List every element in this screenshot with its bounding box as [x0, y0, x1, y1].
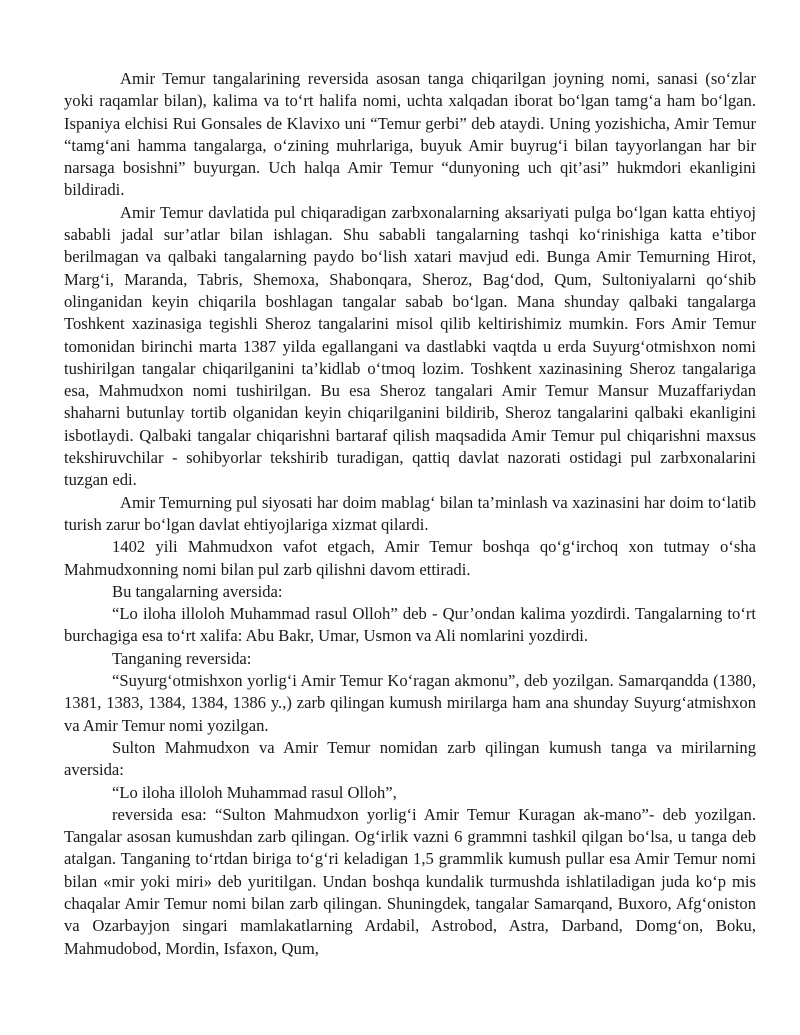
paragraph-monetary-policy: Amir Temurning pul siyosati har doim mablag‘ bilan ta’minlash va xazinasini har doim to‘latib turish zarur bo‘lgan davlat ehtiyojlariga xizmat qilardi. — [64, 492, 756, 534]
paragraph-reverse-inscription: “Suyurg‘otmishxon yorlig‘i Amir Temur Ko‘ragan akmonu”, deb yozilgan. Samarqandda (1380, 1381, 1383, 1384, 1384, 1386 y.,) zarb qilingan kumush mirilarga ham ana shunday Suyurg‘atmishxon va Amir Temur nomi yozilgan. — [64, 671, 756, 735]
paragraph-obverse-heading: Bu tangalarning aversida: — [112, 581, 283, 601]
paragraph-reverse-heading: Tanganing reversida: — [112, 648, 252, 668]
paragraph-mahmudxon: 1402 yili Mahmudxon vafot etgach, Amir Temur boshqa qo‘g‘irchoq xon tutmay o‘sha Mahmudxonning nomi bilan pul zarb qilishni davom ettiradi. — [64, 537, 756, 579]
document-page — [64, 68, 756, 960]
paragraph-reverse-details: reversida esa: “Sulton Mahmudxon yorlig‘i Amir Temur Kuragan ak-mano”- deb yozilgan. Tangalar asosan kumushdan zarb qilingan. Og‘irlik vazni 6 grammni tashkil qilgan bo‘lsa, u tanga deb atalgan. Tanganing to‘rtdan biriga to‘g‘ri keladigan 1,5 grammlik kumush pullar esa Amir Temur nomi bilan «mir yoki miri» deb yuritilgan. Undan boshqa kundalik turmushda ishlatiladigan juda ko‘p mis chaqalar Amir Temur nomi bilan zarb qilingan. Shuningdek, tangalar Samarqand, Buxoro, Afg‘oniston va Ozarbayjon singari mamlakatlarning Ardabil, Astrobod, Astra, Darband, Domg‘on, Boku, Mahmudobod, Mordin, Isfaxon, Qum, — [64, 804, 756, 958]
paragraph-sulton-mahmudxon: Sulton Mahmudxon va Amir Temur nomidan zarb qilingan kumush tanga va mirilarning aversida: — [64, 737, 756, 780]
paragraph-obverse-inscription: “Lo iloha illoloh Muhammad rasul Olloh” deb - Qur’ondan kalima yozdirdi. Tangalarning to‘rt burchagiga esa to‘rt xalifa: Abu Bakr, Umar, Usmon va Ali nomlarini yozdirdi. — [64, 604, 756, 646]
paragraph-mints: Amir Temur davlatida pul chiqaradigan zarbxonalarning aksariyati pulga bo‘lgan katta ehtiyoj sababli jadal sur’atlar bilan ishlagan. Shu sababli tangalarning tashqi ko‘rinishiga katta e’tibor berilmagan va qalbaki tangalarning paydo bo‘lish xatari mavjud edi. Bunga Amir Temurning Hirot, Marg‘i, Maranda, Tabris, Shemoxa, Shabonqara, Sheroz, Bag‘dod, Qum, Sultoniyalarni qo‘shib olinganidan keyin chiqarila boshlagan tangalar sabab bo‘lgan. Mana shunday qalbaki tangalarga Toshkent xazinasiga tegishli Sheroz tangalarini misol qilib keltirishimiz mumkin. Fors Amir Temur tomonidan birinchi marta 1387 yilda egallangani va dastlabki vaqtda u erda Suyurg‘otmishxon nomi tushirilgan tangalar chiqarilganini ta’kidlab o‘tmoq lozim. Toshkent xazinasining Sheroz tangalariga esa, Mahmudxon nomi tushirilgan. Bu esa Sheroz tangalari Amir Temur Mansur Muzaffariydan shaharni butunlay tortib olganidan keyin chiqarilganini bildirib, Sheroz tangalarini qalbaki ekanligini isbotlaydi. Qalbaki tangalar chiqarishni bartaraf qilish maqsadida Amir Temur pul chiqarishni maxsus tekshiruvchilar - sohibyorlar tekshirib turadigan, qattiq davlat nazorati ostidagi pul zarbxonalarini tuzgan edi. — [64, 202, 756, 490]
paragraph-kalima: “Lo iloha illoloh Muhammad rasul Olloh”, — [112, 782, 397, 802]
paragraph-tamga: Amir Temur tangalarining reversida asosan tanga chiqarilgan joyning nomi, sanasi (so‘zlar yoki raqamlar bilan), kalima va to‘rt halifa nomi, uchta xalqadan iborat bo‘lgan tamg‘a ham bo‘lgan. Ispaniya elchisi Rui Gonsales de Klavixo uni “Temur gerbi” deb ataydi. Uning yozishicha, Amir Temur “tamg‘ani hamma tangalarga, o‘zining muhrlariga, buyuk Amir buyrug‘i bilan tayyorlangan har bir narsaga bosishni” buyurgan. Uch halqa Amir Temur “dunyoning uch qit’asi” hukmdori ekanligini bildiradi. — [64, 69, 756, 200]
